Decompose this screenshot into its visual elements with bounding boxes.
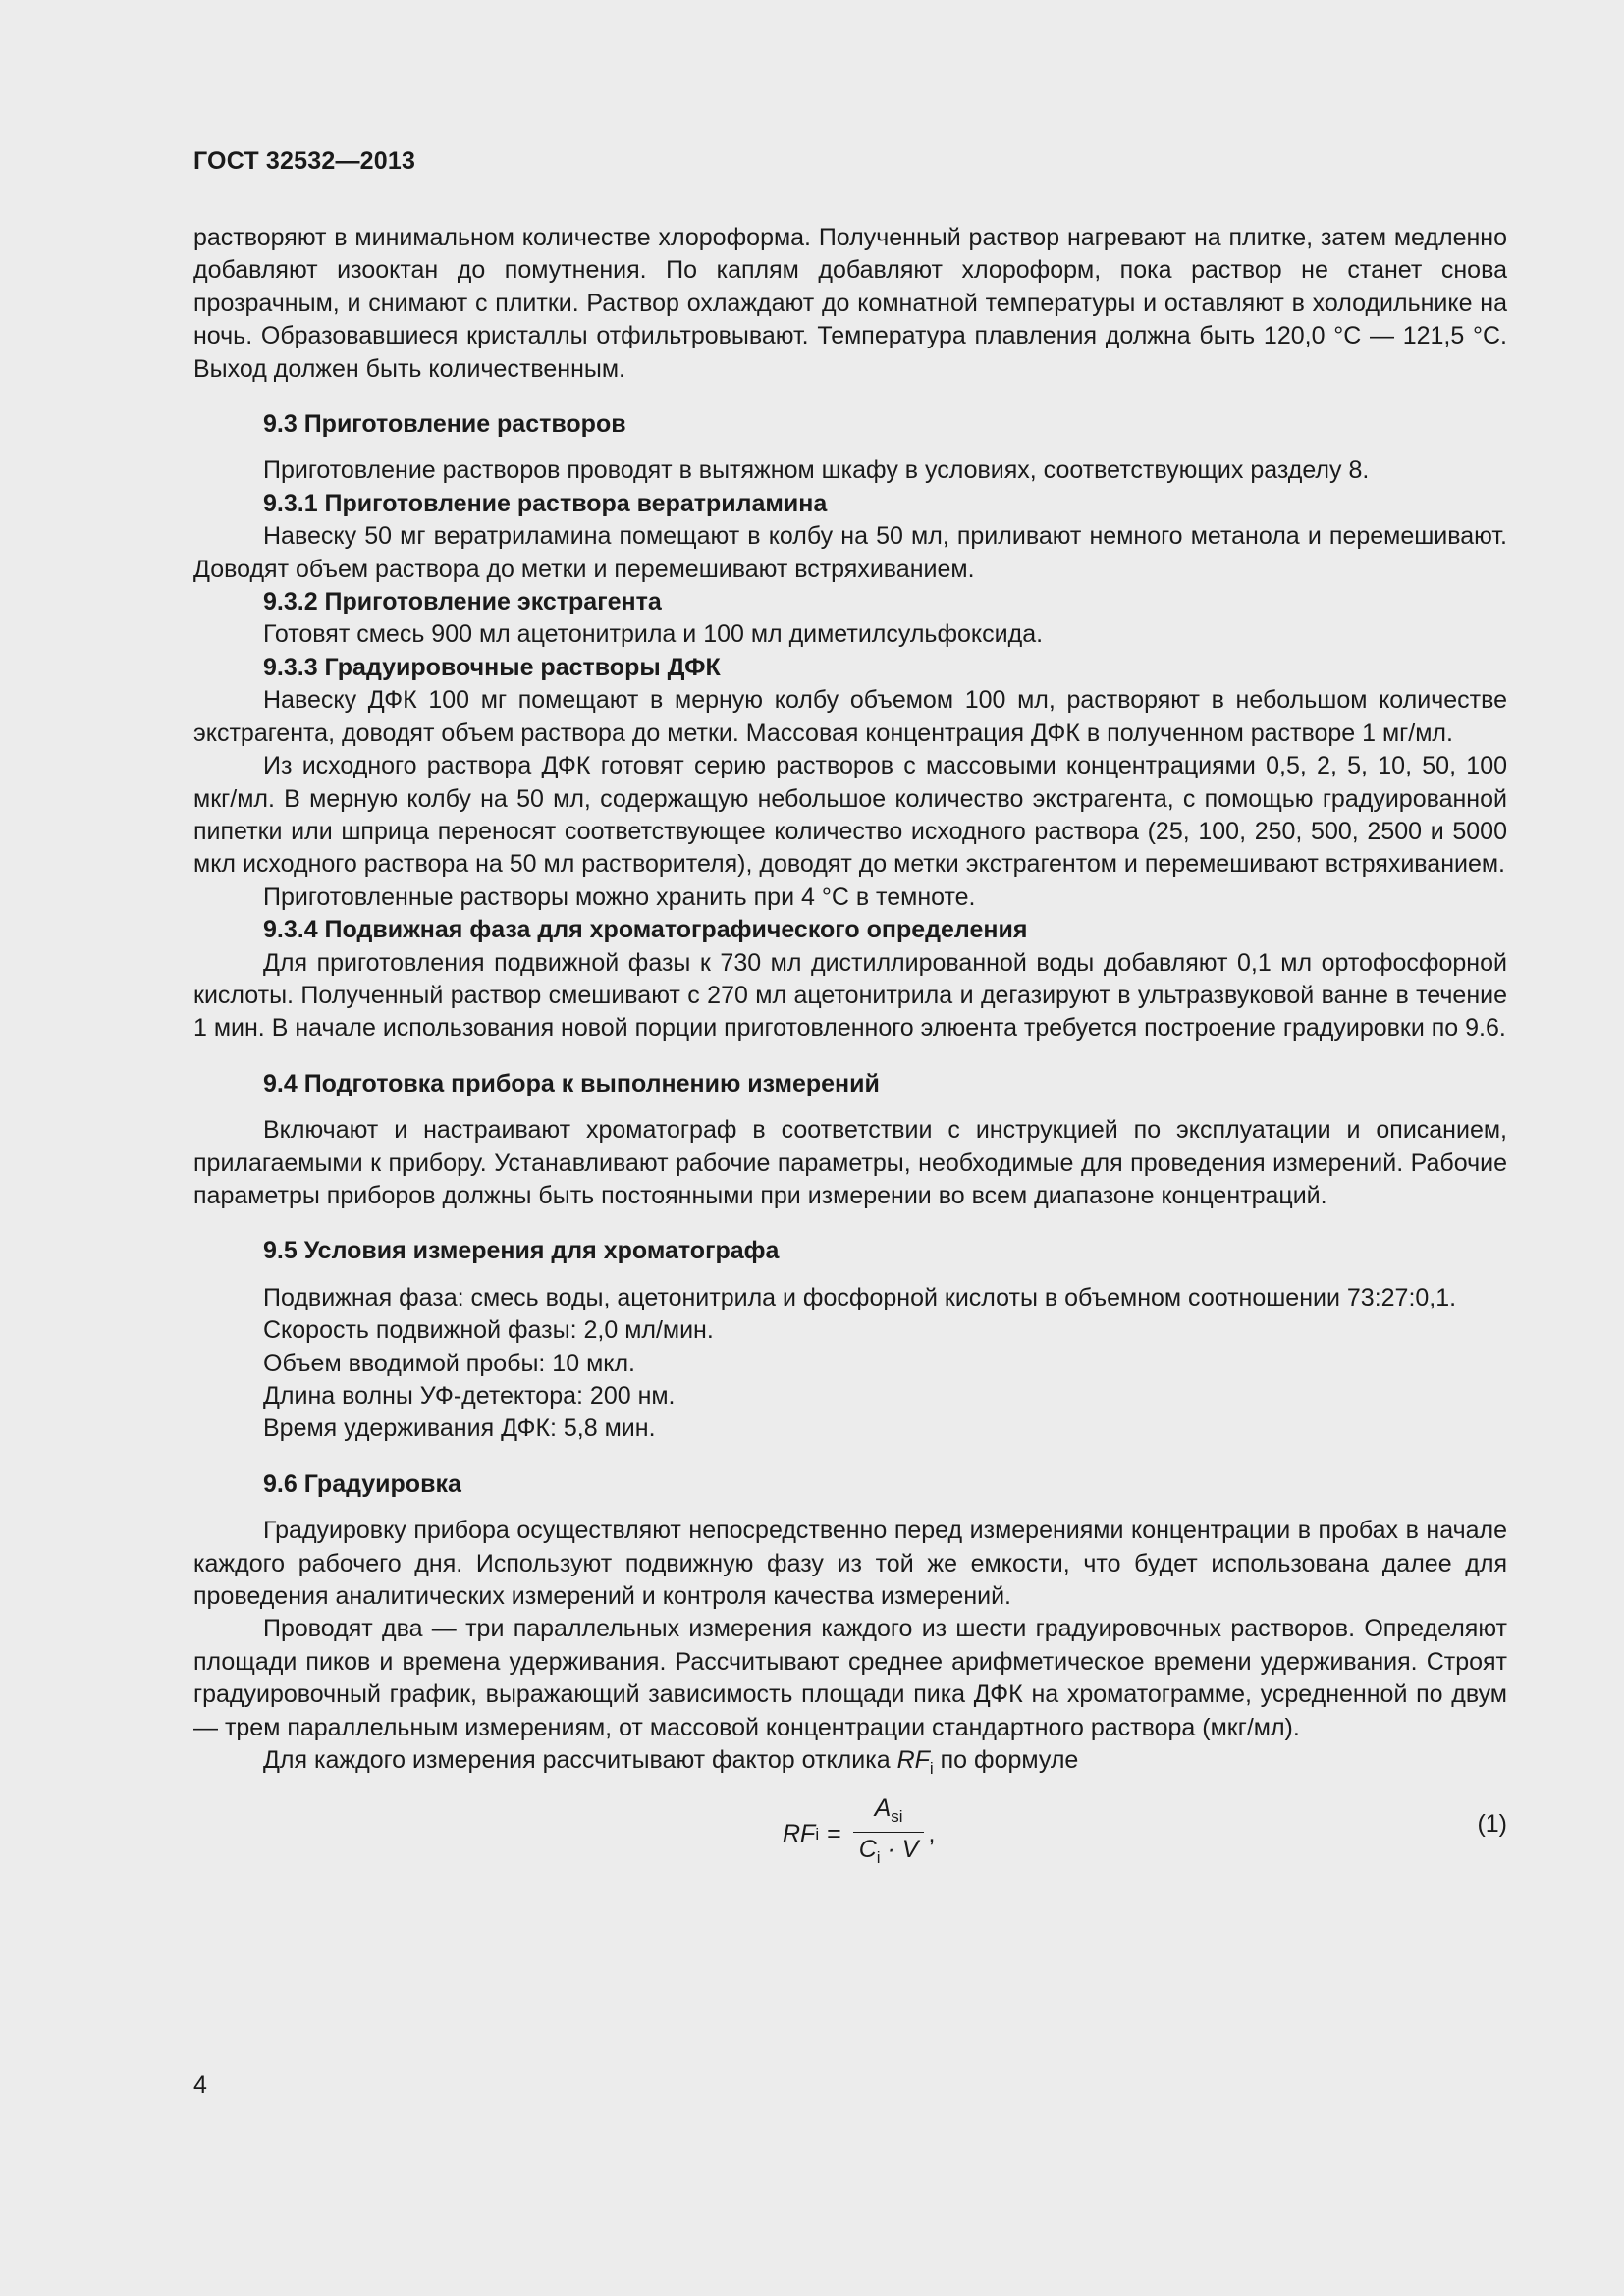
- section-heading-9-3: 9.3 Приготовление растворов: [263, 410, 626, 439]
- paragraph-9-3-3-c: Приготовленные растворы можно хранить при 4 °С в темноте.: [263, 882, 976, 911]
- formula-denominator: $C_i \cdot V$: [853, 1832, 925, 1875]
- paragraph-9-5-injection-volume: Объем вводимой пробы: 10 мкл.: [263, 1349, 636, 1377]
- paragraph-9-3-3-b: Из исходного раствора ДФК готовят серию растворов с массовыми концентрациями 0,5, 2, 5, 10, 50, 100 мкг/мл. В мерную колбу на 50 мл, содержащую небольшое количество экстрагента, с помощью градуированной пипетки или шприца переносят соответствующее количество исходного раствора (25, 100, 250, 500, 2500 и 5000 мкл исходного раствора на 50 мл растворителя), доводят до метки экстрагентом и перемешивают встряхиванием.: [193, 752, 1507, 879]
- section-heading-9-6: 9.6 Градуировка: [263, 1469, 461, 1498]
- paragraph-9-3-3-a: Навеску ДФК 100 мг помещают в мерную колбу объемом 100 мл, растворяют в небольшом количестве экстрагента, доводят объем раствора до метки. Массовая концентрация ДФК в полученном растворе 1 мг/мл.: [193, 686, 1507, 747]
- paragraph-9-3-4: Для приготовления подвижной фазы к 730 мл дистиллированной воды добавляют 0,1 мл ортофосфорной кислоты. Полученный раствор смешивают с 270 мл ацетонитрила и дегазируют в ультразвуковой ванне в течение 1 мин. В начале использования новой порции приготовленного элюента требуется построение градуировки по 9.6.: [193, 948, 1507, 1042]
- formula-expression: [783, 1793, 936, 1869]
- subsection-heading-9-3-3: 9.3.3 Градуировочные растворы ДФК: [263, 653, 721, 681]
- section-heading-9-5: 9.5 Условия измерения для хроматографа: [263, 1237, 780, 1265]
- subsection-heading-9-3-1: 9.3.1 Приготовление раствора вератриламина: [263, 489, 828, 517]
- page-number: 4: [193, 2071, 207, 2099]
- formula-trailing-comma: ,: [928, 1819, 936, 1847]
- paragraph-9-6-c: [193, 1744, 1507, 1785]
- paragraph-9-6-b: Проводят два — три параллельных измерения каждого из шести градуировочных растворов. Определяют площади пиков и времена удерживания. Рассчитывают среднее арифметическое времени удерживания. Строят градуировочный график, выражающий зависимость площади пика ДФК на хроматограмме, усредненной по двум — трем параллельным измерениям, от массовой концентрации стандартного раствора (мкг/мл).: [193, 1615, 1507, 1741]
- paragraph-9-3-1: Навеску 50 мг вератриламина помещают в колбу на 50 мл, приливают немного метанола и перемешивают. Доводят объем раствора до метки и перемешивают встряхиванием.: [193, 522, 1507, 583]
- document-header: ГОСТ 32532—2013: [193, 147, 416, 175]
- paragraph-9-4: Включают и настраивают хроматограф в соответствии с инструкцией по эксплуатации и описанием, прилагаемыми к прибору. Устанавливают рабочие параметры, необходимые для проведения измерений. Рабочие параметры приборов должны быть постоянными при измерении во всем диапазоне концентраций.: [193, 1116, 1507, 1209]
- paragraph-9-5-mobile-phase: Подвижная фаза: смесь воды, ацетонитрила и фосфорной кислоты в объемном соотношении 73:27:0,1.: [263, 1283, 1457, 1311]
- document-body: [193, 222, 1507, 1877]
- paragraph-9-6-c-tail: по формуле: [933, 1746, 1079, 1775]
- formula-block: [193, 1793, 1507, 1877]
- formula-equals: =: [827, 1819, 841, 1847]
- paragraph-continuation: растворяют в минимальном количестве хлороформа. Полученный раствор нагревают на плитке, затем медленно добавляют изооктан до помутнения. По каплям добавляют хлороформ, пока раствор не станет снова прозрачным, и снимают с плитки. Раствор охлаждают до комнатной температуры и оставляют в холодильнике на ночь. Образовавшиеся кристаллы отфильтровывают. Температура плавления должна быть 120,0 °С — 121,5 °С. Выход должен быть количественным.: [193, 224, 1507, 383]
- paragraph-9-6-a: Градуировку прибора осуществляют непосредственно перед измерениями концентрации в пробах в начале каждого рабочего дня. Используют подвижную фазу из той же емкости, что будет использована далее для проведения аналитических измерений и контроля качества измерений.: [193, 1517, 1507, 1611]
- paragraph-9-5-flow-rate: Скорость подвижной фазы: 2,0 мл/мин.: [263, 1316, 714, 1345]
- formula-lhs: RF: [783, 1819, 816, 1847]
- formula-fraction: [853, 1793, 925, 1875]
- paragraph-9-5-retention-time: Время удерживания ДФК: 5,8 мин.: [263, 1415, 656, 1443]
- formula-lhs-subscript: i: [815, 1824, 820, 1843]
- paragraph-9-3-2: Готовят смесь 900 мл ацетонитрила и 100 мл диметилсульфоксида.: [263, 620, 1044, 649]
- subsection-heading-9-3-2: 9.3.2 Приготовление экстрагента: [263, 588, 662, 616]
- response-factor-subscript: i: [929, 1759, 934, 1779]
- paragraph-9-5-wavelength: Длина волны УФ-детектора: 200 нм.: [263, 1382, 676, 1410]
- section-heading-9-4: 9.4 Подготовка прибора к выполнению измерений: [263, 1069, 880, 1097]
- response-factor-variable: RF: [896, 1746, 930, 1775]
- paragraph-9-6-c-text: Для каждого измерения рассчитывают фактор отклика: [263, 1746, 897, 1775]
- formula-number: (1): [1477, 1810, 1507, 1839]
- subsection-heading-9-3-4: 9.3.4 Подвижная фаза для хроматографического определения: [263, 916, 1028, 944]
- paragraph-9-3: Приготовление растворов проводят в вытяжном шкафу в условиях, соответствующих разделу 8.: [263, 456, 1370, 485]
- formula-numerator: $A_{si}$: [874, 1793, 903, 1826]
